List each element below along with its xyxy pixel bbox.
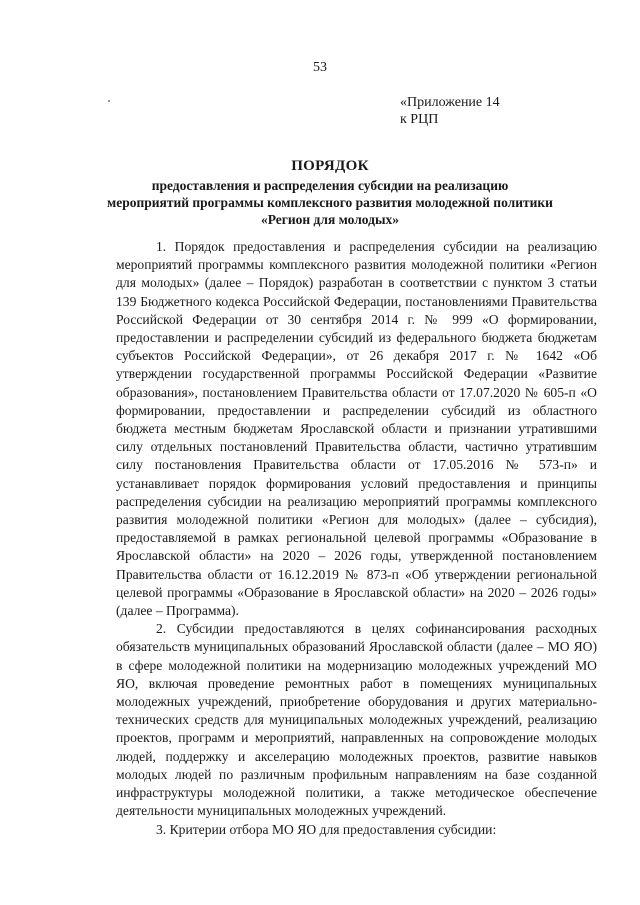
- appendix-reference: [400, 94, 500, 128]
- document-body: [116, 238, 597, 839]
- paragraph-2: 2. Субсидии предоставляются в целях софинансирования расходных обязательств муниципальных образований Ярославской области (далее – МО ЯО) в сфере молодежной политики на модернизацию молодежных учреждений МО ЯО, включая проведение ремонтных работ в помещениях муниципальных молодежных учреждений, приобретение оборудования и других материально-технических средств для муниципальных молодежных учреждений, реализацию проектов, программ и мероприятий, направленных на сопровождение молодых людей, поддержку и акселерацию молодежных проектов, развитие навыков молодых людей по различным профильным направлениям на базе созданной инфраструктуры молодежной политики, а также методическое обеспечение деятельности муниципальных молодежных учреждений.: [116, 621, 597, 819]
- document-title: ПОРЯДОК: [291, 158, 369, 174]
- heading-line: мероприятий программы комплексного развития молодежной политики: [107, 195, 553, 210]
- heading-line: «Регион для молодых»: [260, 212, 400, 227]
- appendix-line: к РЦП: [400, 112, 439, 127]
- scan-speck: [108, 100, 110, 102]
- appendix-line: «Приложение 14: [400, 95, 500, 110]
- document-heading: [100, 158, 560, 228]
- paragraph-1: 1. Порядок предоставления и распределения субсидии на реализацию мероприятий программы комплексного развития молодежной политики «Регион для молодых» (далее – Порядок) разработан в соответствии с пунктом 3 статьи 139 Бюджетного кодекса Российской Федерации, постановлениями Правительства Российской Федерации от 30 сентября 2014 г. № 999 «О формировании, предоставлении и распределении субсидий из федерального бюджета бюджетам субъектов Российской Федерации», от 26 декабря 2017 г. № 1642 «Об утверждении государственной программы Российской Федерации «Развитие образования», постановлением Правительства области от 17.07.2020 № 605-п «О формировании, предоставлении и распределении субсидий из областного бюджета местным бюджетам Ярославской области и признании утратившими силу отдельных постановлений Правительства области, частично утратившим силу постановления Правительства области от 17.05.2016 № 573-п» и устанавливает порядок формирования условий предоставления и принципы распределения субсидии на реализацию мероприятий программы комплексного развития молодежной политики «Регион для молодых» (далее – субсидия), предоставляемой в рамках региональной целевой программы «Образование в Ярославской области» на 2020 – 2026 годы, утвержденной постановлением Правительства области от 16.12.2019 № 873-п «Об утверждении региональной целевой программы «Образование в Ярославской области» на 2020 – 2026 годы» (далее – Программа).: [116, 239, 597, 619]
- paragraph-3: 3. Критерии отбора МО ЯО для предоставления субсидии:: [156, 821, 497, 837]
- heading-line: предоставления и распределения субсидии на реализацию: [151, 178, 509, 193]
- page-number: 53: [313, 60, 327, 75]
